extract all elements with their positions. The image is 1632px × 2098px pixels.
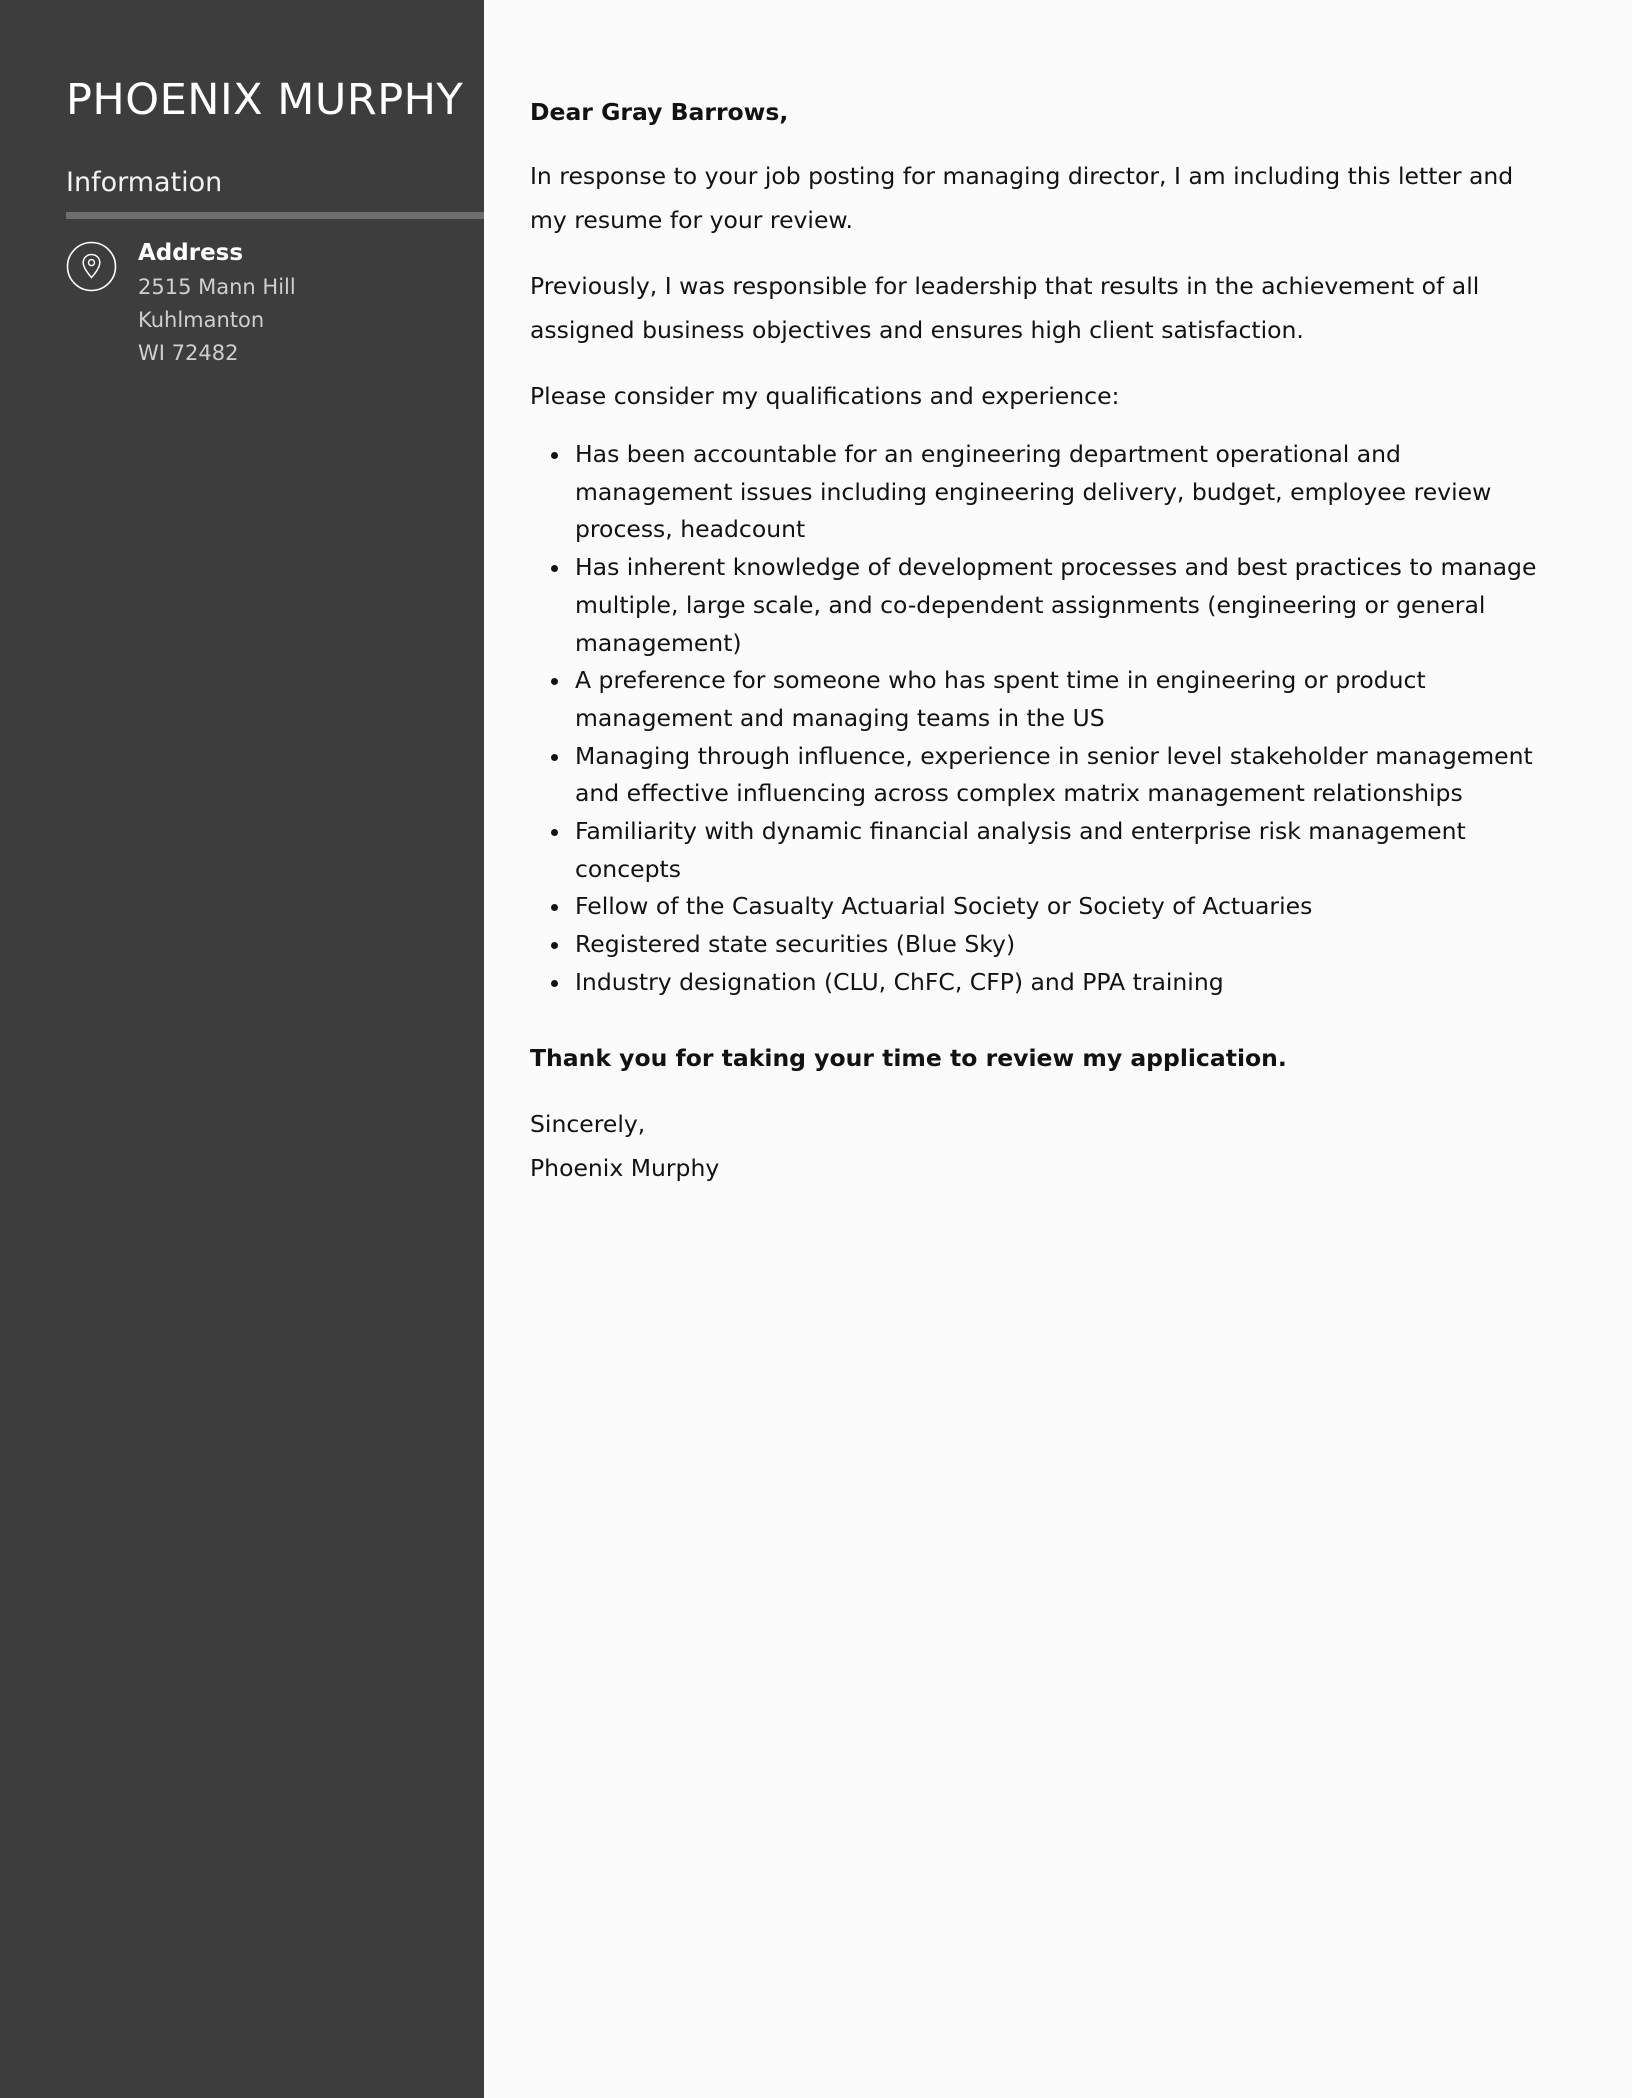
list-item (530, 888, 1540, 926)
list-item-text: Fellow of the Casualty Actuarial Society or Society of Actuaries (575, 892, 1313, 921)
address-line-street: 2515 Mann Hill (138, 275, 296, 299)
bullet-icon (551, 829, 558, 836)
list-item (530, 813, 1540, 888)
experience-paragraph: Previously, I was responsible for leadership that results in the achievement of all assigned business objectives and ensures high client satisfaction. (530, 272, 1480, 344)
bullet-icon (551, 678, 558, 685)
section-divider (66, 212, 484, 219)
list-item (530, 738, 1540, 813)
bullet-icon (551, 754, 558, 761)
qualifications-list (530, 436, 1540, 1002)
bullet-icon (551, 904, 558, 911)
address-block (138, 235, 296, 370)
list-item (530, 662, 1540, 737)
closing: Sincerely, (530, 1109, 646, 1138)
list-item-text: Has been accountable for an engineering department operational and management issues including engineering delivery, budget, employee review process, headcount (575, 440, 1492, 544)
bullet-icon (551, 565, 558, 572)
thank-you-line: Thank you for taking your time to review my application. (530, 1043, 1287, 1072)
sidebar (0, 0, 484, 2098)
qualifications-intro: Please consider my qualifications and experience: (530, 382, 1120, 410)
list-item-text: Familiarity with dynamic financial analysis and enterprise risk management concepts (575, 817, 1466, 883)
intro-paragraph: In response to your job posting for managing director, I am including this letter and my resume for your review. (530, 162, 1514, 234)
list-item (530, 549, 1540, 662)
list-item-text: Has inherent knowledge of development processes and best practices to manage multiple, large scale, and co-dependent assignments (engineering or general management) (575, 553, 1537, 657)
address-line-state-zip: WI 72482 (138, 341, 239, 365)
list-item-text: Registered state securities (Blue Sky) (575, 930, 1016, 959)
list-item-text: Industry designation (CLU, ChFC, CFP) and PPA training (575, 967, 1224, 996)
bullet-icon (551, 452, 558, 459)
cover-letter-body (530, 92, 1540, 1190)
map-pin-icon (66, 241, 117, 292)
salutation: Dear Gray Barrows, (530, 98, 789, 126)
address-line-city: Kuhlmanton (138, 308, 265, 332)
list-item (530, 964, 1540, 1002)
list-item (530, 926, 1540, 964)
information-heading: Information (66, 167, 223, 198)
bullet-icon (551, 942, 558, 949)
list-item-text: A preference for someone who has spent time in engineering or product management and managing teams in the US (575, 666, 1426, 732)
signature-name: Phoenix Murphy (530, 1153, 720, 1182)
list-item (530, 436, 1540, 549)
list-item-text: Managing through influence, experience in senior level stakeholder management and effective influencing across complex matrix management relationships (575, 741, 1533, 808)
address-label: Address (138, 240, 244, 266)
applicant-name: PHOENIX MURPHY (66, 75, 464, 125)
bullet-icon (551, 980, 558, 987)
